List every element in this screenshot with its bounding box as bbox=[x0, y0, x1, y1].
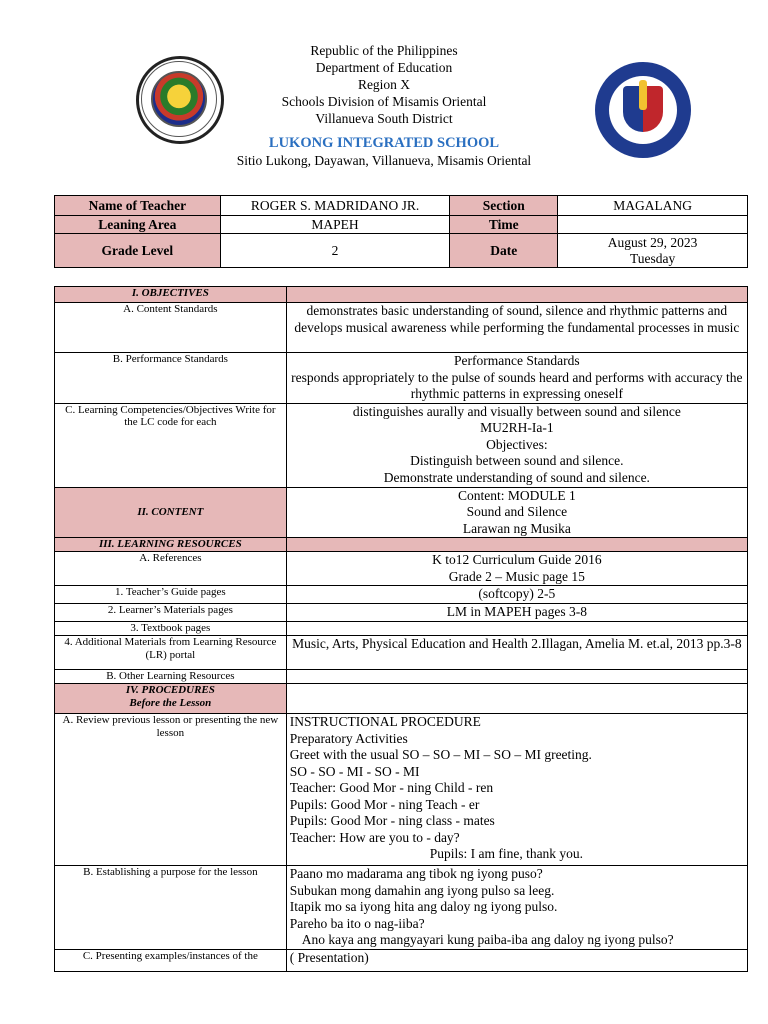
content-standards-value: demonstrates basic understanding of sound, silence and rhythmic patterns and develops musical awareness while performing the fundamental processes in music bbox=[286, 303, 747, 353]
content-line: Sound and Silence bbox=[466, 504, 568, 519]
purpose-label: B. Establishing a purpose for the lesson bbox=[55, 866, 287, 950]
review-value bbox=[286, 714, 747, 866]
ref-line: Grade 2 – Music page 15 bbox=[448, 568, 585, 584]
lc-line: Demonstrate understanding of sound and silence. bbox=[383, 469, 650, 485]
resources-heading-cell bbox=[286, 538, 747, 552]
teacher-value: ROGER S. MADRIDANO JR. bbox=[220, 196, 450, 216]
textbook-pages-label: 3. Textbook pages bbox=[55, 622, 287, 636]
header-line: Department of Education bbox=[315, 60, 453, 75]
review-line: Teacher: How are you to - day? bbox=[289, 829, 460, 845]
day-text: Tuesday bbox=[629, 250, 676, 266]
review-label: A. Review previous lesson or presenting the new lesson bbox=[55, 714, 287, 866]
other-resources-value bbox=[286, 670, 747, 684]
objectives-heading-cell bbox=[286, 287, 747, 303]
procedures-subtitle: Before the Lesson bbox=[129, 696, 212, 709]
procedures-title: IV. PROCEDURES bbox=[125, 684, 215, 696]
lc-line: distinguishes aurally and visually between sound and silence bbox=[352, 403, 681, 419]
date-text: August 29, 2023 bbox=[607, 234, 698, 250]
performance-standards-label: B. Performance Standards bbox=[55, 353, 287, 404]
learning-competencies-label: C. Learning Competencies/Objectives Write for the LC code for each bbox=[55, 403, 287, 487]
perf-std-text: responds appropriately to the pulse of sounds heard and performs with accuracy the rhythmic patterns in expressing oneself bbox=[291, 369, 743, 401]
references-value bbox=[286, 552, 747, 586]
content-line: Larawan ng Musika bbox=[462, 520, 571, 536]
presenting-value: ( Presentation) bbox=[286, 950, 747, 972]
section-value: MAGALANG bbox=[558, 196, 748, 216]
content-line: Content: MODULE 1 bbox=[457, 487, 576, 503]
school-name: LUKONG INTEGRATED SCHOOL bbox=[268, 135, 500, 151]
review-line: Preparatory Activities bbox=[289, 730, 408, 746]
review-line: SO - SO - MI - SO - MI bbox=[289, 763, 420, 779]
review-line-last: Pupils: I am fine, thank you. bbox=[429, 846, 584, 861]
purpose-line: Itapik mo sa iyong hita ang daloy ng iyong pulso. bbox=[289, 899, 558, 914]
teacher-label: Name of Teacher bbox=[55, 196, 221, 216]
presenting-label: C. Presenting examples/instances of the bbox=[55, 950, 287, 972]
references-label: A. References bbox=[55, 552, 287, 586]
date-value bbox=[558, 234, 748, 268]
document-header bbox=[0, 42, 768, 169]
procedures-heading-cell bbox=[286, 684, 747, 714]
purpose-value bbox=[286, 866, 747, 950]
other-resources-label: B. Other Learning Resources bbox=[55, 670, 287, 684]
purpose-line: Paano mo madarama ang tibok ng iyong puso? bbox=[289, 866, 543, 881]
teachers-guide-label: 1. Teacher’s Guide pages bbox=[55, 586, 287, 604]
performance-standards-value bbox=[286, 353, 747, 404]
area-value: MAPEH bbox=[220, 216, 450, 234]
additional-materials-value: Music, Arts, Physical Education and Health 2.Illagan, Amelia M. et.al, 2013 pp.3-8 bbox=[286, 636, 747, 670]
lesson-plan-table bbox=[54, 286, 748, 972]
purpose-line-last: Ano kaya ang mangyayari kung paiba-iba ang daloy ng iyong pulso? bbox=[301, 932, 674, 947]
learners-materials-value: LM in MAPEH pages 3-8 bbox=[286, 604, 747, 622]
learning-competencies-value bbox=[286, 403, 747, 487]
area-label: Leaning Area bbox=[55, 216, 221, 234]
textbook-pages-value bbox=[286, 622, 747, 636]
perf-std-title: Performance Standards bbox=[454, 353, 580, 368]
header-line: Schools Division of Misamis Oriental bbox=[281, 94, 487, 109]
header-line: Republic of the Philippines bbox=[310, 43, 458, 58]
purpose-line: Subukan mong damahin ang iyong pulso sa leeg. bbox=[289, 882, 555, 898]
review-line: INSTRUCTIONAL PROCEDURE bbox=[289, 714, 481, 729]
section-label: Section bbox=[450, 196, 558, 216]
school-address: Sitio Lukong, Dayawan, Villanueva, Misamis Oriental bbox=[236, 153, 532, 168]
procedures-heading bbox=[55, 684, 287, 714]
content-standards-label: A. Content Standards bbox=[55, 303, 287, 353]
grade-value: 2 bbox=[220, 234, 450, 268]
content-heading: II. CONTENT bbox=[55, 487, 287, 538]
time-label: Time bbox=[450, 216, 558, 234]
grade-label: Grade Level bbox=[55, 234, 221, 268]
objectives-heading: I. OBJECTIVES bbox=[55, 287, 287, 303]
additional-materials-label: 4. Additional Materials from Learning Resource (LR) portal bbox=[55, 636, 287, 670]
learners-materials-label: 2. Learner’s Materials pages bbox=[55, 604, 287, 622]
teachers-guide-value: (softcopy) 2-5 bbox=[286, 586, 747, 604]
lc-line: MU2RH-Ia-1 bbox=[480, 420, 554, 435]
content-value bbox=[286, 487, 747, 538]
teacher-info-table bbox=[54, 195, 748, 268]
lc-line: Objectives: bbox=[486, 436, 548, 452]
review-line: Teacher: Good Mor - ning Child - ren bbox=[289, 780, 494, 795]
header-line: Villanueva South District bbox=[315, 111, 453, 126]
time-value bbox=[558, 216, 748, 234]
review-line: Greet with the usual SO – SO – MI – SO – MI greeting. bbox=[289, 747, 592, 762]
ref-line: K to12 Curriculum Guide 2016 bbox=[432, 552, 602, 567]
resources-heading: III. LEARNING RESOURCES bbox=[55, 538, 287, 552]
review-line: Pupils: Good Mor - ning class - mates bbox=[289, 813, 495, 828]
lc-line: Distinguish between sound and silence. bbox=[410, 453, 624, 468]
date-label: Date bbox=[450, 234, 558, 268]
header-line: Region X bbox=[357, 77, 411, 92]
review-line: Pupils: Good Mor - ning Teach - er bbox=[289, 796, 480, 812]
purpose-line: Pareho ba ito o nag-iiba? bbox=[289, 915, 425, 931]
